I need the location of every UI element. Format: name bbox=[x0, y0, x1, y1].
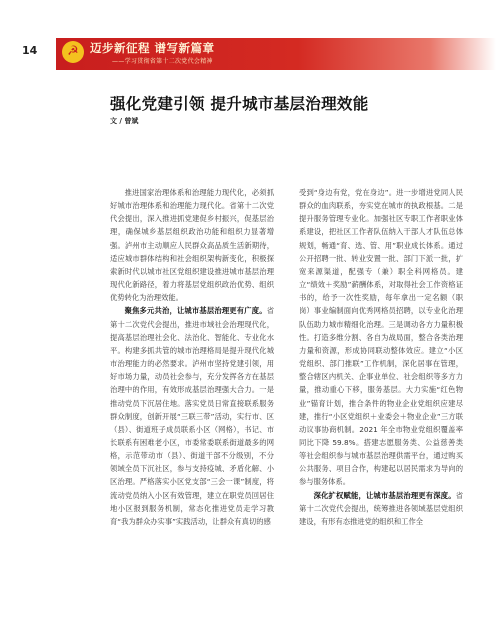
byline: 文 / 曾斌 bbox=[110, 117, 139, 125]
article-body-right-column bbox=[299, 186, 463, 528]
paragraph bbox=[299, 489, 463, 528]
banner-title: 迈步新征程 谱写新篇章 bbox=[90, 41, 215, 55]
article-body-left-column bbox=[110, 186, 274, 528]
paragraph: 推进国家治理体系和治理能力现代化，必须抓好城市治理体系和治理能力现代化。省第十二次党代会提出，深入推进抓党建促乡村振兴，促基层治理，确保城乡基层组织政治功能和组织力显著增强。泸州市主动顺应人民群众高品质生活新期待，适应城市群体结构和社会组织架构新变化，积极探索新时代以城市社区党组织建设推进城市基层治理现代化新路径，着力将基层党组织政治优势、组织优势转化为治理效能。 bbox=[110, 188, 274, 303]
page-number: 14 bbox=[22, 44, 38, 57]
section-heading: 深化扩权赋能，让城市基层治理更有深度。 bbox=[313, 490, 456, 500]
paragraph-text: 省第十二次党代会提出，推进市域社会治理现代化，提高基层治理社会化、法治化、智能化、专业化水平。构建多抓共管的城市治理格局是提升现代化城市治理能力的必然要求。泸州市坚持党建引领，用好市场力量，动员社会参与，充分发挥各方在基层治理中的作用，有效形成基层治理强大合力。一是推动党员下沉居住地。落实党员日常直接联系服务群众制度，创新开展“三联三带”活动，实行市、区（县）、街道班子成员联系小区（网格），书记、市长联系有困难老小区，市委常委联系街道最多的网格，示范带动市（县）、街道干部不分级别，不分领域全员下沉社区，参与支持疫城、矛盾化解、小区治理。严格落实小区党支部“三会一课”制度，将流动党员纳入小区有效管理，建立在职党员回居住地小区报到服务机制，常态化推进党员走学习教育“我为群众办实事”实践活动，让群众有真切的感 bbox=[110, 306, 274, 526]
section-heading: 聚焦多元共治，让城市基层治理更有广度。 bbox=[124, 306, 267, 316]
paragraph: 受到“身边有党，党在身边”。进一步增进党同人民群众的血肉联系，夯实党在城市的执政根基。二是提升服务管理专业化。加强社区专职工作者职业体系建设，把社区工作者队伍纳入干部人才队伍总体规划，畅通“育、选、管、用”职业成长体系。通过公开招聘一批、转业安置一批、部门下派一批，扩宽来源渠道，配强专（兼）职全科网格员。建立“绩效＋奖励”薪酬体系，对取得社会工作资格证书的，给予一次性奖励，每年拿出一定名额（职岗）事业编制面向优秀网格员招聘，以专业化治理队伍助力城市精细化治理。三是调动各方力量积极性。打造多维分割、各自为战局面，整合各类治理力量和资源，形成协同联动整体效应。建立“小区党组织、部门推联”工作机制，深化居事在管理，整合辖区内机关、企事业单位、社会组织等多方力量，推动重心下移，服务基层。大力实施“红色物业”锚育计划，推合条件的物业企业党组织应建尽建，推行“小区党组织＋业委会＋物业企业”三方联动议事协商机制。2021 年全市物业党组织覆盖率同比下降 59.8%。搭建志愿服务类、公益慈善类等社会组织参与城市基层治理供需平台，通过购买公共服务、项目合作，构建起以居民需求为导向的参与服务体系。 bbox=[299, 188, 463, 487]
party-emblem-icon: ☭ bbox=[62, 41, 84, 63]
paragraph bbox=[110, 304, 274, 528]
banner-subtitle: ——学习贯彻省第十二次党代会精神 bbox=[112, 58, 213, 65]
paragraph-text: 省第十二次党代会提出，统筹推进各领域基层党组织建设，有形有态推进党的组织和工作全 bbox=[299, 490, 463, 526]
article-title: 强化党建引领 提升城市基层治理效能 bbox=[110, 95, 369, 113]
